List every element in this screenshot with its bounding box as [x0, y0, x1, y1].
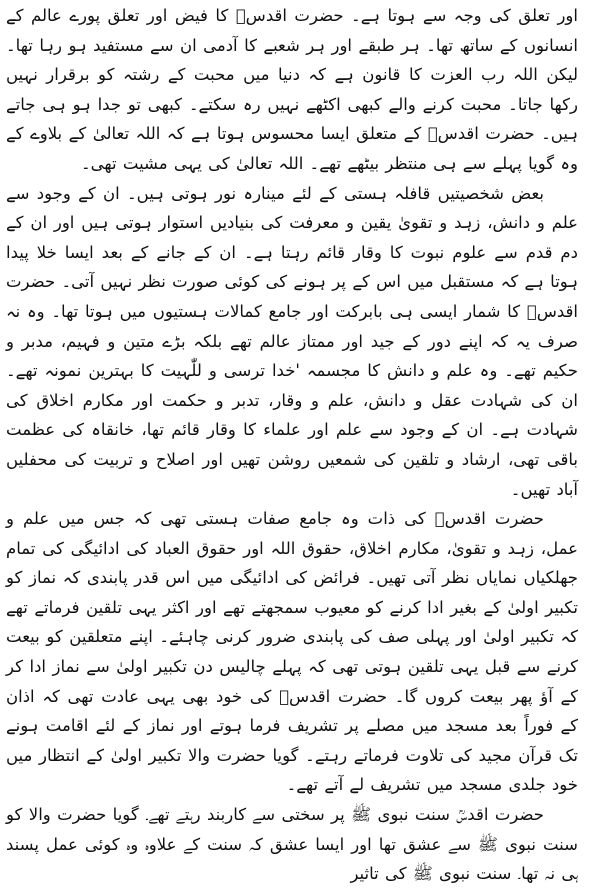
paragraph-2: بعض شخصیتیں قافلہ ہستی کے لئے مینارہ نور ہوتی ہیں۔ ان کے وجود سے علم و دانش، زہد و تقویٰ یقین و معرفت کی بنیادیں استوار ہوتی ہیں اور ان کے دم قدم سے علوم نبوت کا وقار قائم رہتا ہے۔ ان کے جانے کے بعد ایسا خلا پیدا ہوتا ہے کہ مستقبل میں اس کے پر ہونے کی کوئی صورت نظر نہیں آتی۔ حضرت اقدسؒ کا شمار ایسی ہی بابرکت اور جامع کمالات ہستیوں میں ہوتا تھا۔ وہ نہ صرف یہ کہ اپنے دور کے جید اور ممتاز عالم تھے بلکہ بڑے متین و فہیم، مدبر و حکیم تھے۔ وہ علم و دانش کا مجسمہ 'خدا ترسی و للّٰہیت کا بہترین نمونہ تھے۔ ان کی شہادت عقل و دانش، علم و وقار، تدبر و حکمت اور مکارم اخلاق کی شہادت ہے۔ ان کے وجود سے علم اور علماء کا وقار قائم تھا، خانقاہ کی عظمت باقی تھی، ارشاد و تلقین کی شمعیں روشن تھیں اور اصلاح و تربیت کی محفلیں آباد تھیں۔ — [6, 183, 578, 499]
paragraph-1: اور تعلق کی وجہ سے ہوتا ہے۔ حضرت اقدسؒ کا فیض اور تعلق پورے عالم کے انسانوں کے ساتھ تھا۔ ہر طبقے اور ہر شعبے کا آدمی ان سے مستفید ہو رہا تھا۔ لیکن اللہ رب العزت کا قانون ہے کہ دنیا میں محبت کے رشتہ کو برقرار نہیں رکھا جاتا۔ محبت کرنے والے کبھی اکٹھے نہیں رہ سکتے۔ کبھی تو جدا ہو ہی جاتے ہیں۔ حضرت اقدسؒ کے متعلق ایسا محسوس ہوتا ہے کہ اللہ تعالیٰ کے بلاوے کے وہ گویا پہلے سے ہی منتظر بیٹھے تھے۔ اللہ تعالیٰ کی یہی مشیت تھی۔ — [6, 6, 578, 173]
paragraph-4: حضرت اقدسؒ سنت نبوی ﷺ پر سختی سے کاربند رہتے تھے۔ گویا حضرت والا کو سنت نبوی ﷺ سے عشق تھا اور ایسا عشق کہ سنت کے علاوہ وہ کوئی عمل پسند ہی نہ تھا۔ سنت نبوی ﷺ کی تاثیر — [6, 805, 578, 884]
paragraph-3: حضرت اقدسؒ کی ذات وہ جامع صفات ہستی تھی کہ جس میں علم و عمل، زہد و تقویٰ، مکارم اخلاق، حقوق اللہ اور حقوق العباد کی ادائیگی کی تمام جھلکیاں نمایاں نظر آتی تھیں۔ فرائض کی ادائیگی میں اس قدر پابندی کہ نماز کو تکبیر اولیٰ کے بغیر ادا کرنے کو معیوب سمجھتے تھے اور اکثر یہی تلقین فرماتے تھے کہ تکبیر اولیٰ اور پہلی صف کی پابندی ضرور کرنی چاہئے۔ اپنے متعلقین کو بیعت کرنے سے قبل یہی تلقین ہوتی تھی کہ پہلے چالیس دن تکبیر اولیٰ سے نماز ادا کر کے آؤ پھر بیعت کروں گا۔ حضرت اقدسؒ کی خود بھی یہی عادت تھی کہ اذان کے فوراً بعد مسجد میں مصلے پر تشریف فرما ہوتے اور نماز کے لئے اقامت ہونے تک قرآن مجید کی تلاوت فرماتے رہتے۔ گویا حضرت والا تکبیر اولیٰ کے انتظار میں خود جلدی مسجد میں تشریف لے آتے تھے۔ — [6, 509, 578, 795]
